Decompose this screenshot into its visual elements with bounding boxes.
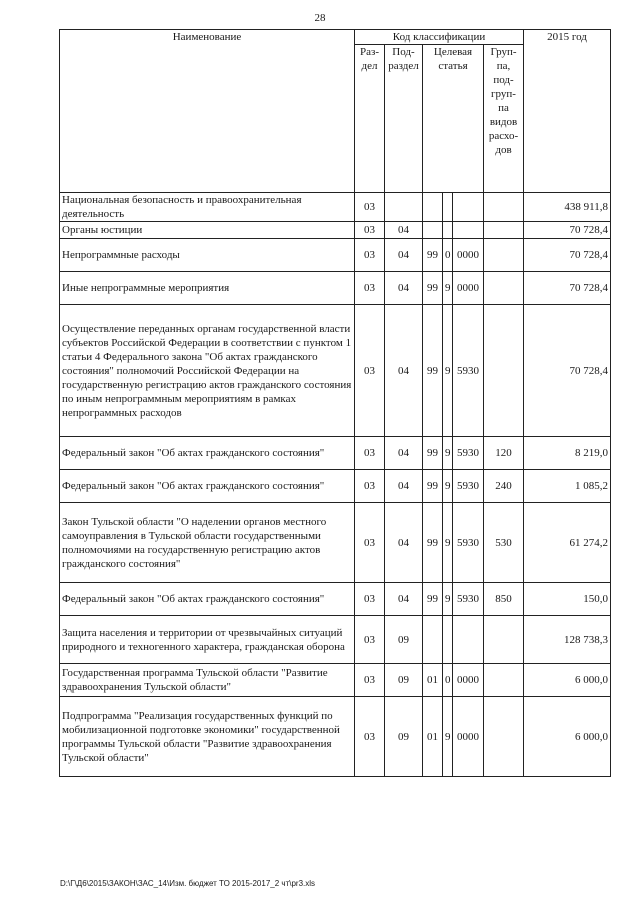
table-row — [60, 239, 611, 272]
row-amount: 6 000,0 — [524, 697, 611, 777]
row-razdel: 03 — [355, 664, 385, 697]
row-razdel: 03 — [355, 616, 385, 664]
table-row — [60, 193, 611, 222]
header-razdel: Раз- дел — [355, 45, 385, 193]
row-target-subprogram: 9 — [443, 697, 453, 777]
row-target-direction — [453, 616, 484, 664]
row-podrazdel: 09 — [385, 616, 423, 664]
row-name: Защита населения и территории от чрезвычайных ситуаций природного и техногенного характера, гражданская оборона — [60, 616, 355, 664]
row-target-direction — [453, 222, 484, 239]
row-target-subprogram — [443, 193, 453, 222]
row-name: Национальная безопасность и правоохранительная деятельность — [60, 193, 355, 222]
row-razdel: 03 — [355, 239, 385, 272]
row-target-subprogram: 9 — [443, 503, 453, 583]
row-razdel: 03 — [355, 193, 385, 222]
row-target-program — [423, 193, 443, 222]
row-target-subprogram — [443, 616, 453, 664]
row-podrazdel — [385, 193, 423, 222]
row-razdel: 03 — [355, 305, 385, 437]
row-target-direction: 0000 — [453, 664, 484, 697]
row-amount: 70 728,4 — [524, 272, 611, 305]
page-number: 28 — [314, 12, 326, 24]
row-podrazdel: 04 — [385, 305, 423, 437]
row-razdel: 03 — [355, 503, 385, 583]
file-path: D:\Г\Д6\2015\ЗАКОН\ЗАС_14\Изм. бюджет ТО 2015-2017_2 чт\pr3.xls — [60, 879, 316, 888]
row-target-direction: 5930 — [453, 305, 484, 437]
row-expense-group — [484, 193, 524, 222]
table-row — [60, 437, 611, 470]
row-amount: 61 274,2 — [524, 503, 611, 583]
row-target-direction: 0000 — [453, 239, 484, 272]
header-classification-code: Код классификации — [355, 30, 524, 45]
budget-table — [59, 29, 611, 777]
row-podrazdel: 04 — [385, 239, 423, 272]
row-target-program — [423, 222, 443, 239]
table-row — [60, 222, 611, 239]
row-expense-group: 240 — [484, 470, 524, 503]
row-amount: 438 911,8 — [524, 193, 611, 222]
row-name: Федеральный закон "Об актах гражданского состояния" — [60, 583, 355, 616]
row-name: Федеральный закон "Об актах гражданского состояния" — [60, 470, 355, 503]
row-target-subprogram: 9 — [443, 470, 453, 503]
row-amount: 8 219,0 — [524, 437, 611, 470]
table-row — [60, 503, 611, 583]
row-target-program: 99 — [423, 583, 443, 616]
row-target-direction: 5930 — [453, 470, 484, 503]
row-name: Осуществление переданных органам государственной власти субъектов Российской Федерации в соответствии с пунктом 1 статьи 4 Федерального закона "Об актах гражданского состояния" полномочий Российской Федерации на государственную регистрацию актов гражданского состояния по иным непрограммным мероприятиям в рамках непрограммных расходов — [60, 305, 355, 437]
row-amount: 1 085,2 — [524, 470, 611, 503]
header-year: 2015 год — [524, 30, 611, 193]
row-name: Органы юстиции — [60, 222, 355, 239]
row-target-direction: 0000 — [453, 272, 484, 305]
row-expense-group: 120 — [484, 437, 524, 470]
row-razdel: 03 — [355, 222, 385, 239]
row-amount: 70 728,4 — [524, 239, 611, 272]
header-expense-group: Груп- па, под- груп- па видов расхо- дов — [484, 45, 524, 193]
row-expense-group — [484, 616, 524, 664]
row-target-subprogram: 0 — [443, 664, 453, 697]
row-amount: 150,0 — [524, 583, 611, 616]
row-name: Государственная программа Тульской области "Развитие здравоохранения Тульской области" — [60, 664, 355, 697]
header-row-1 — [60, 30, 611, 45]
row-expense-group: 850 — [484, 583, 524, 616]
row-podrazdel: 04 — [385, 583, 423, 616]
table-row — [60, 616, 611, 664]
row-name: Федеральный закон "Об актах гражданского состояния" — [60, 437, 355, 470]
row-expense-group — [484, 305, 524, 437]
row-target-program: 99 — [423, 305, 443, 437]
row-target-direction — [453, 193, 484, 222]
row-target-direction: 5930 — [453, 437, 484, 470]
row-expense-group — [484, 697, 524, 777]
row-expense-group — [484, 222, 524, 239]
row-target-subprogram: 0 — [443, 239, 453, 272]
table-row — [60, 583, 611, 616]
row-razdel: 03 — [355, 583, 385, 616]
row-target-program: 01 — [423, 664, 443, 697]
row-name: Подпрограмма "Реализация государственных функций по мобилизационной подготовке экономики" государственной программы Тульской области "Развитие здравоохранения Тульской области" — [60, 697, 355, 777]
row-target-program: 99 — [423, 470, 443, 503]
table-row — [60, 305, 611, 437]
row-name: Закон Тульской области "О наделении органов местного самоуправления в Тульской области государственными полномочиями на государственную регистрацию актов гражданского состояния" — [60, 503, 355, 583]
row-name: Иные непрограммные мероприятия — [60, 272, 355, 305]
row-razdel: 03 — [355, 437, 385, 470]
header-name: Наименование — [60, 30, 355, 193]
row-target-subprogram — [443, 222, 453, 239]
row-podrazdel: 04 — [385, 470, 423, 503]
row-amount: 70 728,4 — [524, 305, 611, 437]
row-podrazdel: 04 — [385, 222, 423, 239]
row-podrazdel: 09 — [385, 697, 423, 777]
row-target-subprogram: 9 — [443, 583, 453, 616]
row-target-program: 99 — [423, 239, 443, 272]
row-target-program: 01 — [423, 697, 443, 777]
row-expense-group — [484, 239, 524, 272]
row-target-subprogram: 9 — [443, 305, 453, 437]
header-podrazdel: Под- раздел — [385, 45, 423, 193]
row-razdel: 03 — [355, 697, 385, 777]
row-target-direction: 0000 — [453, 697, 484, 777]
row-podrazdel: 04 — [385, 503, 423, 583]
row-expense-group: 530 — [484, 503, 524, 583]
row-target-subprogram: 9 — [443, 437, 453, 470]
row-razdel: 03 — [355, 470, 385, 503]
table-row — [60, 664, 611, 697]
table-row — [60, 470, 611, 503]
row-target-direction: 5930 — [453, 503, 484, 583]
row-podrazdel: 04 — [385, 272, 423, 305]
header-target-article: Целевая статья — [423, 45, 484, 193]
row-name: Непрограммные расходы — [60, 239, 355, 272]
row-expense-group — [484, 272, 524, 305]
row-target-direction: 5930 — [453, 583, 484, 616]
row-target-program: 99 — [423, 503, 443, 583]
row-expense-group — [484, 664, 524, 697]
table-row — [60, 272, 611, 305]
row-podrazdel: 09 — [385, 664, 423, 697]
row-amount: 6 000,0 — [524, 664, 611, 697]
row-target-subprogram: 9 — [443, 272, 453, 305]
row-podrazdel: 04 — [385, 437, 423, 470]
row-target-program: 99 — [423, 272, 443, 305]
table-row — [60, 697, 611, 777]
row-amount: 128 738,3 — [524, 616, 611, 664]
row-amount: 70 728,4 — [524, 222, 611, 239]
row-razdel: 03 — [355, 272, 385, 305]
row-target-program — [423, 616, 443, 664]
row-target-program: 99 — [423, 437, 443, 470]
